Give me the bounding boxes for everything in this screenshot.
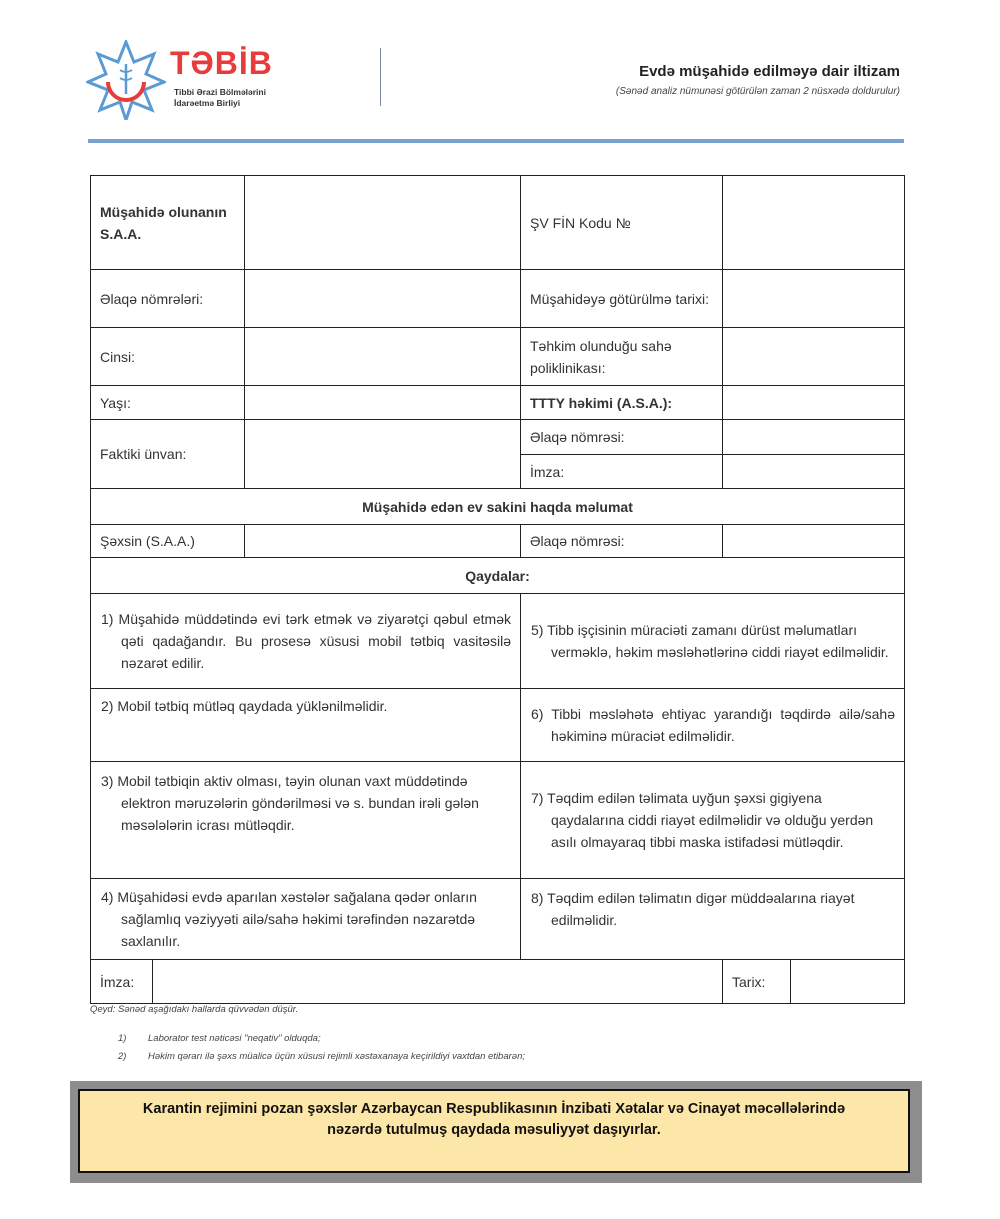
note-item (118, 1048, 525, 1066)
rule-7: 7) Təqdim edilən təlimata uyğun şəxsi gigiyena qaydalarına ciddi riayət edilməlidir və olduğu yerdən asılı olmayaraq tibbi maska istifadəsi mütləqdir. (521, 762, 905, 879)
signature-field[interactable] (153, 960, 723, 1004)
warning-box (78, 1089, 910, 1173)
table-row (91, 879, 905, 960)
rule-6: 6) Tibbi məsləhətə ehtiyac yarandığı təqdirdə ailə/sahə həkiminə müraciət edilməlidir. (521, 689, 905, 762)
warning-line1: Karantin rejimini pozan şəxslər Azərbaycan Respublikasının İnzibati Xətalar və Cinayət məcəllələrində (142, 1101, 846, 1117)
age-field[interactable] (245, 386, 521, 420)
gender-label: Cinsi: (91, 328, 245, 386)
table-row (91, 525, 905, 558)
address-label: Faktiki ünvan: (91, 420, 245, 489)
note-intro: Qeyd: Sənəd aşağıdakı hallarda qüvvədən düşür. (90, 1004, 299, 1015)
doctor-contact-label: Əlaqə nömrəsi: (521, 420, 723, 455)
document-subtitle: (Sənəd analiz nümunəsi götürülən zaman 2 nüsxədə doldurulur) (615, 86, 900, 97)
document-title: Evdə müşahidə edilməyə dair iltizam (639, 63, 900, 80)
rule-3: 3) Mobil tətbiqin aktiv olması, təyin olunan vaxt müddətində elektron məruzələrin göndərilməsi və s. bundan irəli gələn məsələlərin icrası mütləqdir. (91, 762, 521, 879)
note-item-number: 1) (118, 1033, 127, 1044)
person-name-label: Şəxsin (S.A.A.) (91, 525, 245, 558)
table-row (91, 420, 905, 455)
observation-date-label: Müşahidəyə götürülmə tarixi: (521, 270, 723, 328)
table-row (91, 594, 905, 689)
note-item-text: Həkim qərarı ilə şəxs müalicə üçün xüsusi rejimli xəstəxanaya keçirildiyi vaxtdan etibarən; (148, 1051, 525, 1062)
person-contact-label: Əlaqə nömrəsi: (521, 525, 723, 558)
org-subtitle-line2: İdarəetmə Birliyi (174, 98, 241, 108)
rule-2: 2) Mobil tətbiq mütləq qaydada yüklənilməlidir. (91, 689, 521, 762)
clinic-field[interactable] (723, 328, 905, 386)
rule-4: 4) Müşahidəsi evdə aparılan xəstələr sağalana qədər onların sağlamlıq vəziyyəti ailə/sahə həkimi tərəfindən nəzarətdə saxlanılır. (91, 879, 521, 960)
doctor-signature-field[interactable] (723, 455, 905, 489)
clinic-label: Təhkim olunduğu sahə poliklinikası: (521, 328, 723, 386)
table-row (91, 176, 905, 270)
resident-section-header: Müşahidə edən ev sakini haqda məlumat (91, 489, 905, 525)
observed-name-field[interactable] (245, 176, 521, 270)
address-field[interactable] (245, 420, 521, 489)
header-divider (380, 48, 381, 106)
contact-numbers-label: Əlaqə nömrələri: (91, 270, 245, 328)
person-name-field[interactable] (245, 525, 521, 558)
person-contact-field[interactable] (723, 525, 905, 558)
note-item-text: Laborator test nəticəsi "neqativ" olduqda; (148, 1033, 321, 1044)
contact-numbers-field[interactable] (245, 270, 521, 328)
date-label: Tarix: (723, 960, 791, 1004)
table-row (91, 558, 905, 594)
doctor-contact-field[interactable] (723, 420, 905, 455)
note-item (118, 1030, 525, 1048)
observation-date-field[interactable] (723, 270, 905, 328)
rule-8: 8) Təqdim edilən təlimatın digər müddəalarına riayət edilməlidir. (521, 879, 905, 960)
table-row (91, 386, 905, 420)
table-row (91, 960, 905, 1004)
table-row (91, 489, 905, 525)
table-row (91, 328, 905, 386)
note-item-number: 2) (118, 1051, 127, 1062)
doctor-label: TTTY həkimi (A.S.A.): (521, 386, 723, 420)
table-row (91, 270, 905, 328)
rules-section-header: Qaydalar: (91, 558, 905, 594)
commitment-form-table (90, 175, 905, 1004)
org-name: TƏBİB (170, 45, 273, 81)
table-row (91, 762, 905, 879)
date-field[interactable] (791, 960, 905, 1004)
fin-code-label: ŞV FİN Kodu № (521, 176, 723, 270)
org-subtitle (174, 87, 284, 109)
fin-code-field[interactable] (723, 176, 905, 270)
note-list (118, 1030, 525, 1066)
header-bar (88, 139, 904, 143)
doctor-field[interactable] (723, 386, 905, 420)
observed-name-label: Müşahidə olunanın S.A.A. (91, 176, 245, 270)
tebib-star-logo-icon (86, 40, 166, 120)
age-label: Yaşı: (91, 386, 245, 420)
rule-5: 5) Tibb işçisinin müraciəti zamanı dürüst məlumatları verməklə, həkim məsləhətlərinə ciddi riayət edilməlidir. (521, 594, 905, 689)
gender-field[interactable] (245, 328, 521, 386)
table-row (91, 689, 905, 762)
doctor-signature-label: İmza: (521, 455, 723, 489)
warning-line2: nəzərdə tutulmuş qaydada məsuliyyət daşıyırlar. (327, 1122, 661, 1138)
org-subtitle-line1: Tibbi Ərazi Bölmələrini (174, 87, 266, 97)
rule-1: 1) Müşahidə müddətində evi tərk etmək və ziyarətçi qəbul etmək qəti qadağandır. Bu prosesə xüsusi mobil tətbiq vasitəsilə nəzarət edilir. (91, 594, 521, 689)
document-header (0, 0, 1000, 150)
signature-label: İmza: (91, 960, 153, 1004)
